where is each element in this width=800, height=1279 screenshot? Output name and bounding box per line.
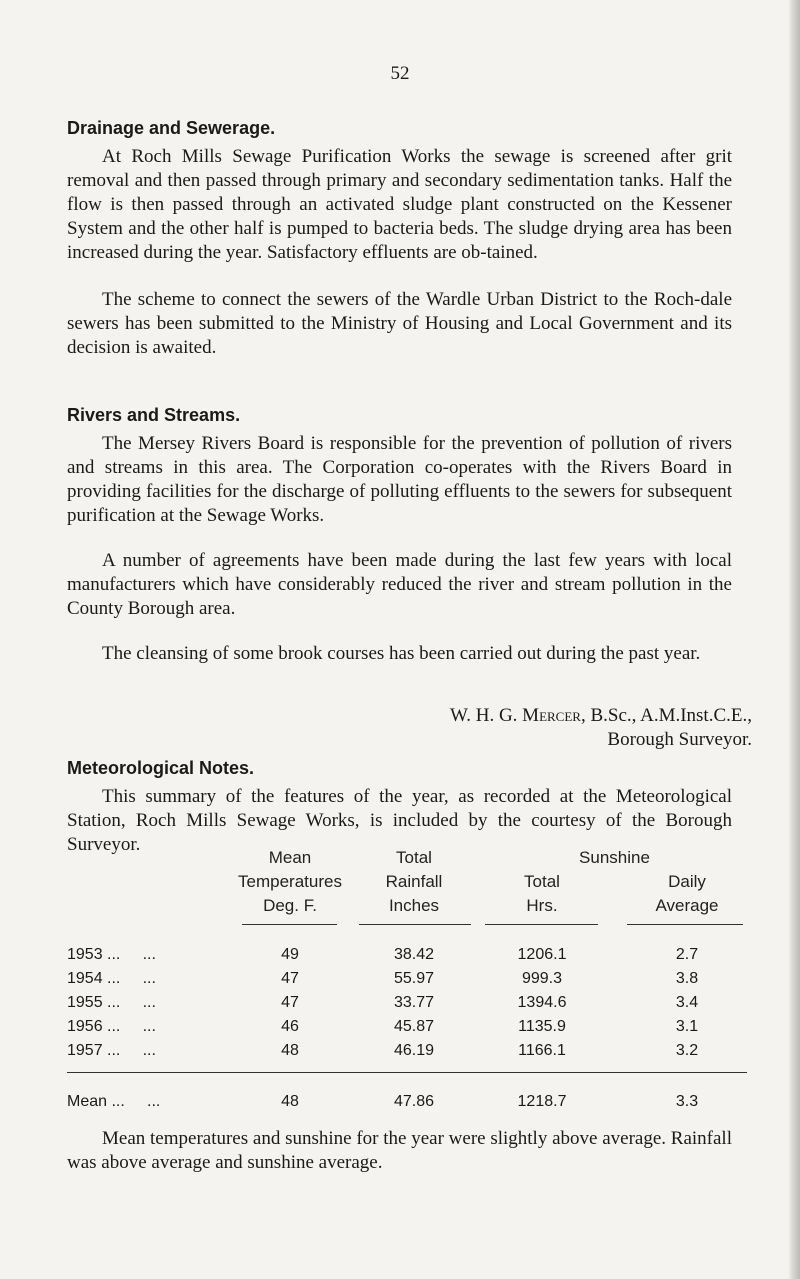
cell-temp: 48 <box>281 1093 299 1110</box>
cell-temp: 47 <box>281 994 299 1011</box>
rivers-heading: Rivers and Streams. <box>67 405 241 425</box>
header-sun-daily-line-2: Average <box>655 896 719 915</box>
meteorological-closing: Mean temperatures and sunshine for the year were slightly above average. Rainfall was above average and sunshine average. <box>67 1128 732 1173</box>
cell-temp: 49 <box>281 946 299 963</box>
header-temp-line-2: Temperatures <box>238 872 342 891</box>
cell-rain: 33.77 <box>393 994 435 1011</box>
signature-name <box>450 704 752 728</box>
table-row <box>67 1042 747 1066</box>
cell-rain: 46.19 <box>393 1042 435 1059</box>
meteorological-heading: Meteorological Notes. <box>67 758 255 778</box>
table-row <box>67 1018 747 1042</box>
header-sun-daily-line-1: Daily <box>668 872 706 891</box>
cell-sun-daily: 2.7 <box>675 946 699 963</box>
header-sun-total-line-1: Total <box>524 872 560 891</box>
header-sunshine: Sunshine <box>579 848 650 867</box>
cell-sun-daily: 3.1 <box>675 1018 699 1035</box>
rivers-paragraph-2: A number of agreements have been made during the last few years with local manufacturers which have considerably reduced the river and stream pollution in the County Borough area. <box>67 550 732 619</box>
header-rain-line-3: Inches <box>388 896 440 915</box>
cell-temp: 46 <box>281 1018 299 1035</box>
header-temp-line-3: Deg. F. <box>263 896 317 915</box>
header-sun-total <box>492 870 592 918</box>
cell-year: 1954 ... ... <box>67 970 156 987</box>
table-row <box>67 994 747 1018</box>
header-rain-line-2: Rainfall <box>385 872 443 891</box>
cell-sun-daily: 3.3 <box>675 1093 699 1110</box>
page-number: 52 <box>390 63 410 84</box>
drainage-paragraph-2: The scheme to connect the sewers of the Wardle Urban District to the Roch-dale sewers has been submitted to the Ministry of Housing and Local Government and its decision is awaited. <box>67 289 732 358</box>
cell-year: Mean ... ... <box>67 1093 161 1110</box>
meteorological-intro: This summary of the features of the year, as recorded at the Meteorological Station, Roch Mills Sewage Works, is included by the courtesy of the Borough Surveyor. <box>67 786 732 855</box>
signature-title: Borough Surveyor. <box>607 729 752 750</box>
cell-rain: 38.42 <box>393 946 435 963</box>
drainage-paragraph-1: At Roch Mills Sewage Purification Works the sewage is screened after grit removal and then passed through primary and secondary sedimentation tanks. Half the flow is then passed through an activated sludge plant constructed on the Kessener System and the other half is pumped to bacteria beds. The sludge drying area has been increased during the year. Satisfactory effluents are ob-tained. <box>67 146 732 263</box>
rivers-paragraph-1: The Mersey Rivers Board is responsible for the prevention of pollution of rivers and streams in this area. The Corporation co-operates with the Rivers Board in providing facilities for the discharge of polluting effluents to the sewers for subsequent purification at the Sewage Works. <box>67 433 732 526</box>
cell-sun-total: 1218.7 <box>517 1093 567 1110</box>
header-temp-line-1: Mean <box>268 848 312 867</box>
header-sun-daily <box>637 870 737 918</box>
cell-temp: 48 <box>281 1042 299 1059</box>
rule-sun-total <box>485 924 598 925</box>
page-edge-shadow <box>788 0 800 1279</box>
signature-prefix: W. H. G. <box>450 705 523 726</box>
header-temp <box>215 846 365 918</box>
rule-temp <box>242 924 337 925</box>
cell-sun-total: 999.3 <box>521 970 563 987</box>
cell-sun-daily: 3.8 <box>675 970 699 987</box>
cell-year: 1953 ... ... <box>67 946 156 963</box>
signature-surname: Mercer <box>522 705 581 726</box>
cell-temp: 47 <box>281 970 299 987</box>
cell-sun-total: 1166.1 <box>518 1042 566 1059</box>
table-row <box>67 970 747 994</box>
cell-year: 1957 ... ... <box>67 1042 156 1059</box>
cell-rain: 45.87 <box>393 1018 435 1035</box>
cell-rain: 47.86 <box>393 1093 435 1110</box>
rivers-paragraph-3: The cleansing of some brook courses has been carried out during the past year. <box>102 643 701 664</box>
header-rain-line-1: Total <box>396 848 432 867</box>
signature-qualifications: , B.Sc., A.M.Inst.C.E., <box>580 705 752 726</box>
cell-sun-total: 1206.1 <box>517 946 567 963</box>
cell-sun-total: 1135.9 <box>518 1018 566 1035</box>
header-rain <box>364 846 464 918</box>
cell-sun-daily: 3.4 <box>675 994 699 1011</box>
drainage-heading: Drainage and Sewerage. <box>67 118 276 138</box>
header-sun-total-line-2: Hrs. <box>526 896 558 915</box>
rule-rain <box>359 924 471 925</box>
cell-sun-daily: 3.2 <box>675 1042 699 1059</box>
rule-mean <box>67 1072 747 1073</box>
cell-year: 1955 ... ... <box>67 994 156 1011</box>
cell-sun-total: 1394.6 <box>517 994 567 1011</box>
table-mean-row <box>67 1093 747 1117</box>
cell-year: 1956 ... ... <box>67 1018 156 1035</box>
table-row <box>67 946 747 970</box>
cell-rain: 55.97 <box>393 970 435 987</box>
rule-sun-daily <box>627 924 743 925</box>
